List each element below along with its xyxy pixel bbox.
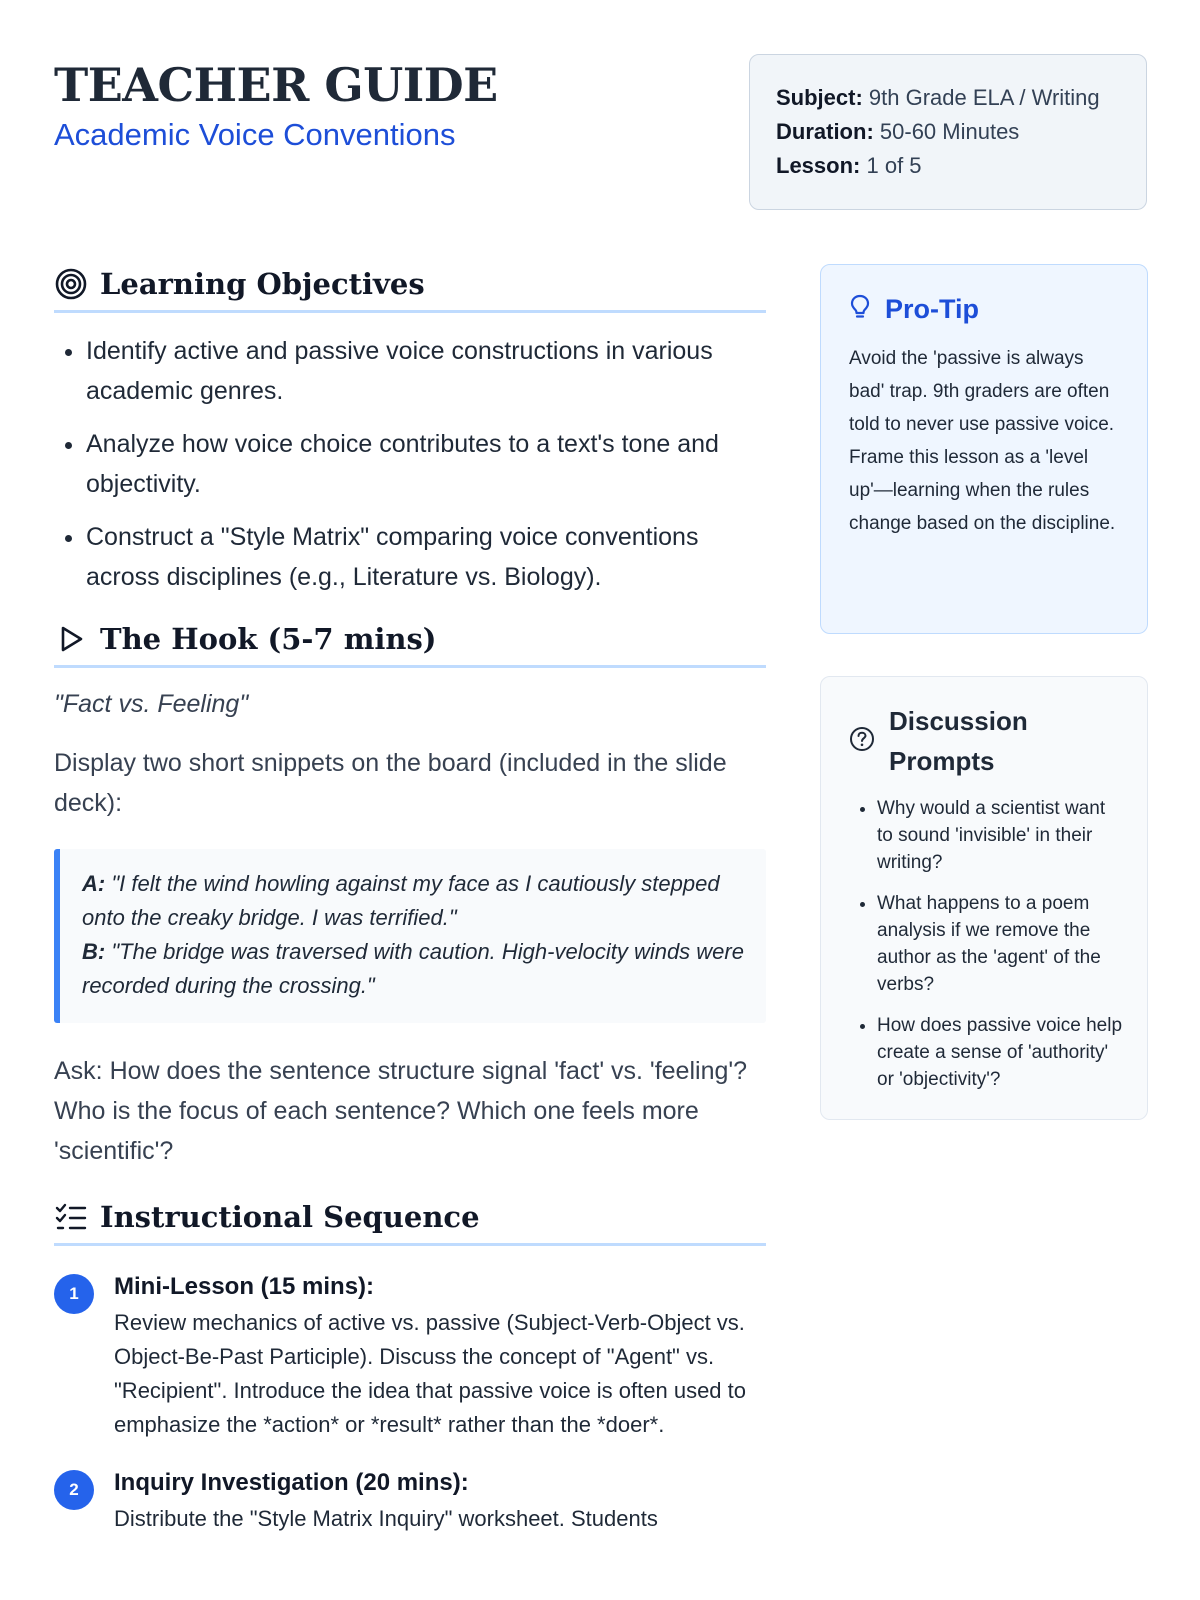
- question-circle-icon: [849, 726, 875, 757]
- list-item: • What happens to a poem analysis if we remove the author as the 'agent' of the verbs?: [877, 890, 1125, 998]
- discussion-heading: Discussion Prompts: [889, 706, 1028, 776]
- snippet-a-label: A:: [82, 871, 106, 896]
- objectives-heading: Learning Objectives: [100, 267, 425, 301]
- list-item: • Construct a "Style Matrix" comparing voice conventions across disciplines (e.g., Literature vs. Biology).: [86, 517, 766, 597]
- target-icon: [54, 267, 88, 301]
- objectives-list: [54, 331, 766, 597]
- meta-lesson-value: 1 of 5: [866, 153, 922, 178]
- hook-intro: Display two short snippets on the board (included in the slide deck):: [54, 749, 727, 817]
- step-title: Inquiry Investigation (20 mins):: [114, 1469, 469, 1496]
- pro-tip-text: Avoid the 'passive is always bad' trap. 9th graders are often told to never use passive voice. Frame this lesson as a 'level up'—learning when the rules change based on the discipline.: [849, 348, 1116, 534]
- step-body: [114, 1272, 766, 1442]
- page-subtitle: Academic Voice Conventions: [54, 117, 456, 152]
- hook-section: [54, 619, 766, 1171]
- sequence-step: [54, 1468, 766, 1536]
- discussion-heading-row: [849, 701, 1125, 781]
- page-title: TEACHER GUIDE: [54, 58, 498, 112]
- lightbulb-icon: [849, 293, 871, 326]
- sequence-section: [54, 1197, 766, 1536]
- meta-subject: [776, 81, 1146, 115]
- hook-heading: The Hook (5-7 mins): [100, 622, 437, 656]
- snippet-b: [82, 935, 744, 1003]
- step-text: Distribute the "Style Matrix Inquiry" worksheet. Students: [114, 1506, 658, 1531]
- snippet-b-text: "The bridge was traversed with caution. High-velocity winds were recorded during the crossing.": [82, 939, 744, 998]
- step-text: Review mechanics of active vs. passive (Subject-Verb-Object vs. Object-Be-Past Participle). Discuss the concept of "Agent" vs. "Recipient". Introduce the idea that passive voice is often used to emphasize the *action* or *result* rather than the *doer*.: [114, 1310, 746, 1437]
- step-number: 1: [54, 1274, 94, 1314]
- list-item: • How does passive voice help create a sense of 'authority' or 'objectivity'?: [877, 1012, 1125, 1093]
- meta-duration-value: 50-60 Minutes: [879, 119, 1020, 144]
- objectives-section: [54, 264, 766, 597]
- meta-duration-label: Duration:: [776, 119, 874, 144]
- step-number: 2: [54, 1470, 94, 1510]
- snippet-a: [82, 867, 744, 935]
- meta-subject-label: Subject:: [776, 85, 863, 110]
- hook-quote: "Fact vs. Feeling": [54, 690, 249, 718]
- snippet-a-text: "I felt the wind howling against my face as I cautiously stepped onto the creaky bridge. I was terrified.": [82, 871, 720, 930]
- pro-tip-heading-row: [849, 293, 1121, 326]
- play-icon: [54, 622, 88, 656]
- hook-heading-row: [54, 619, 766, 668]
- snippet-box: [54, 849, 766, 1023]
- objectives-heading-row: [54, 264, 766, 313]
- meta-lesson: [776, 149, 1146, 183]
- discussion-list: [849, 795, 1125, 1093]
- pro-tip-card: [820, 264, 1148, 634]
- step-body: [114, 1468, 766, 1536]
- meta-lesson-label: Lesson:: [776, 153, 861, 178]
- discussion-card: [820, 676, 1148, 1120]
- meta-duration: [776, 115, 1146, 149]
- sequence-heading-row: [54, 1197, 766, 1246]
- main-column: [54, 264, 766, 1536]
- pro-tip-heading: Pro-Tip: [885, 294, 979, 324]
- hook-ask: Ask: How does the sentence structure signal 'fact' vs. 'feeling'? Who is the focus of each sentence? Which one feels more 'scientific'?: [54, 1057, 748, 1165]
- sequence-step: [54, 1272, 766, 1442]
- snippet-b-label: B:: [82, 939, 106, 964]
- list-item: • Why would a scientist want to sound 'invisible' in their writing?: [877, 795, 1125, 876]
- step-title: Mini-Lesson (15 mins):: [114, 1273, 375, 1300]
- list-item: • Analyze how voice choice contributes to a text's tone and objectivity.: [86, 424, 766, 504]
- checklist-icon: [54, 1200, 88, 1234]
- list-item: • Identify active and passive voice constructions in various academic genres.: [86, 331, 766, 411]
- lesson-meta-box: [749, 54, 1147, 210]
- sequence-heading: Instructional Sequence: [100, 1200, 480, 1234]
- header: [54, 56, 694, 154]
- meta-subject-value: 9th Grade ELA / Writing: [868, 85, 1100, 110]
